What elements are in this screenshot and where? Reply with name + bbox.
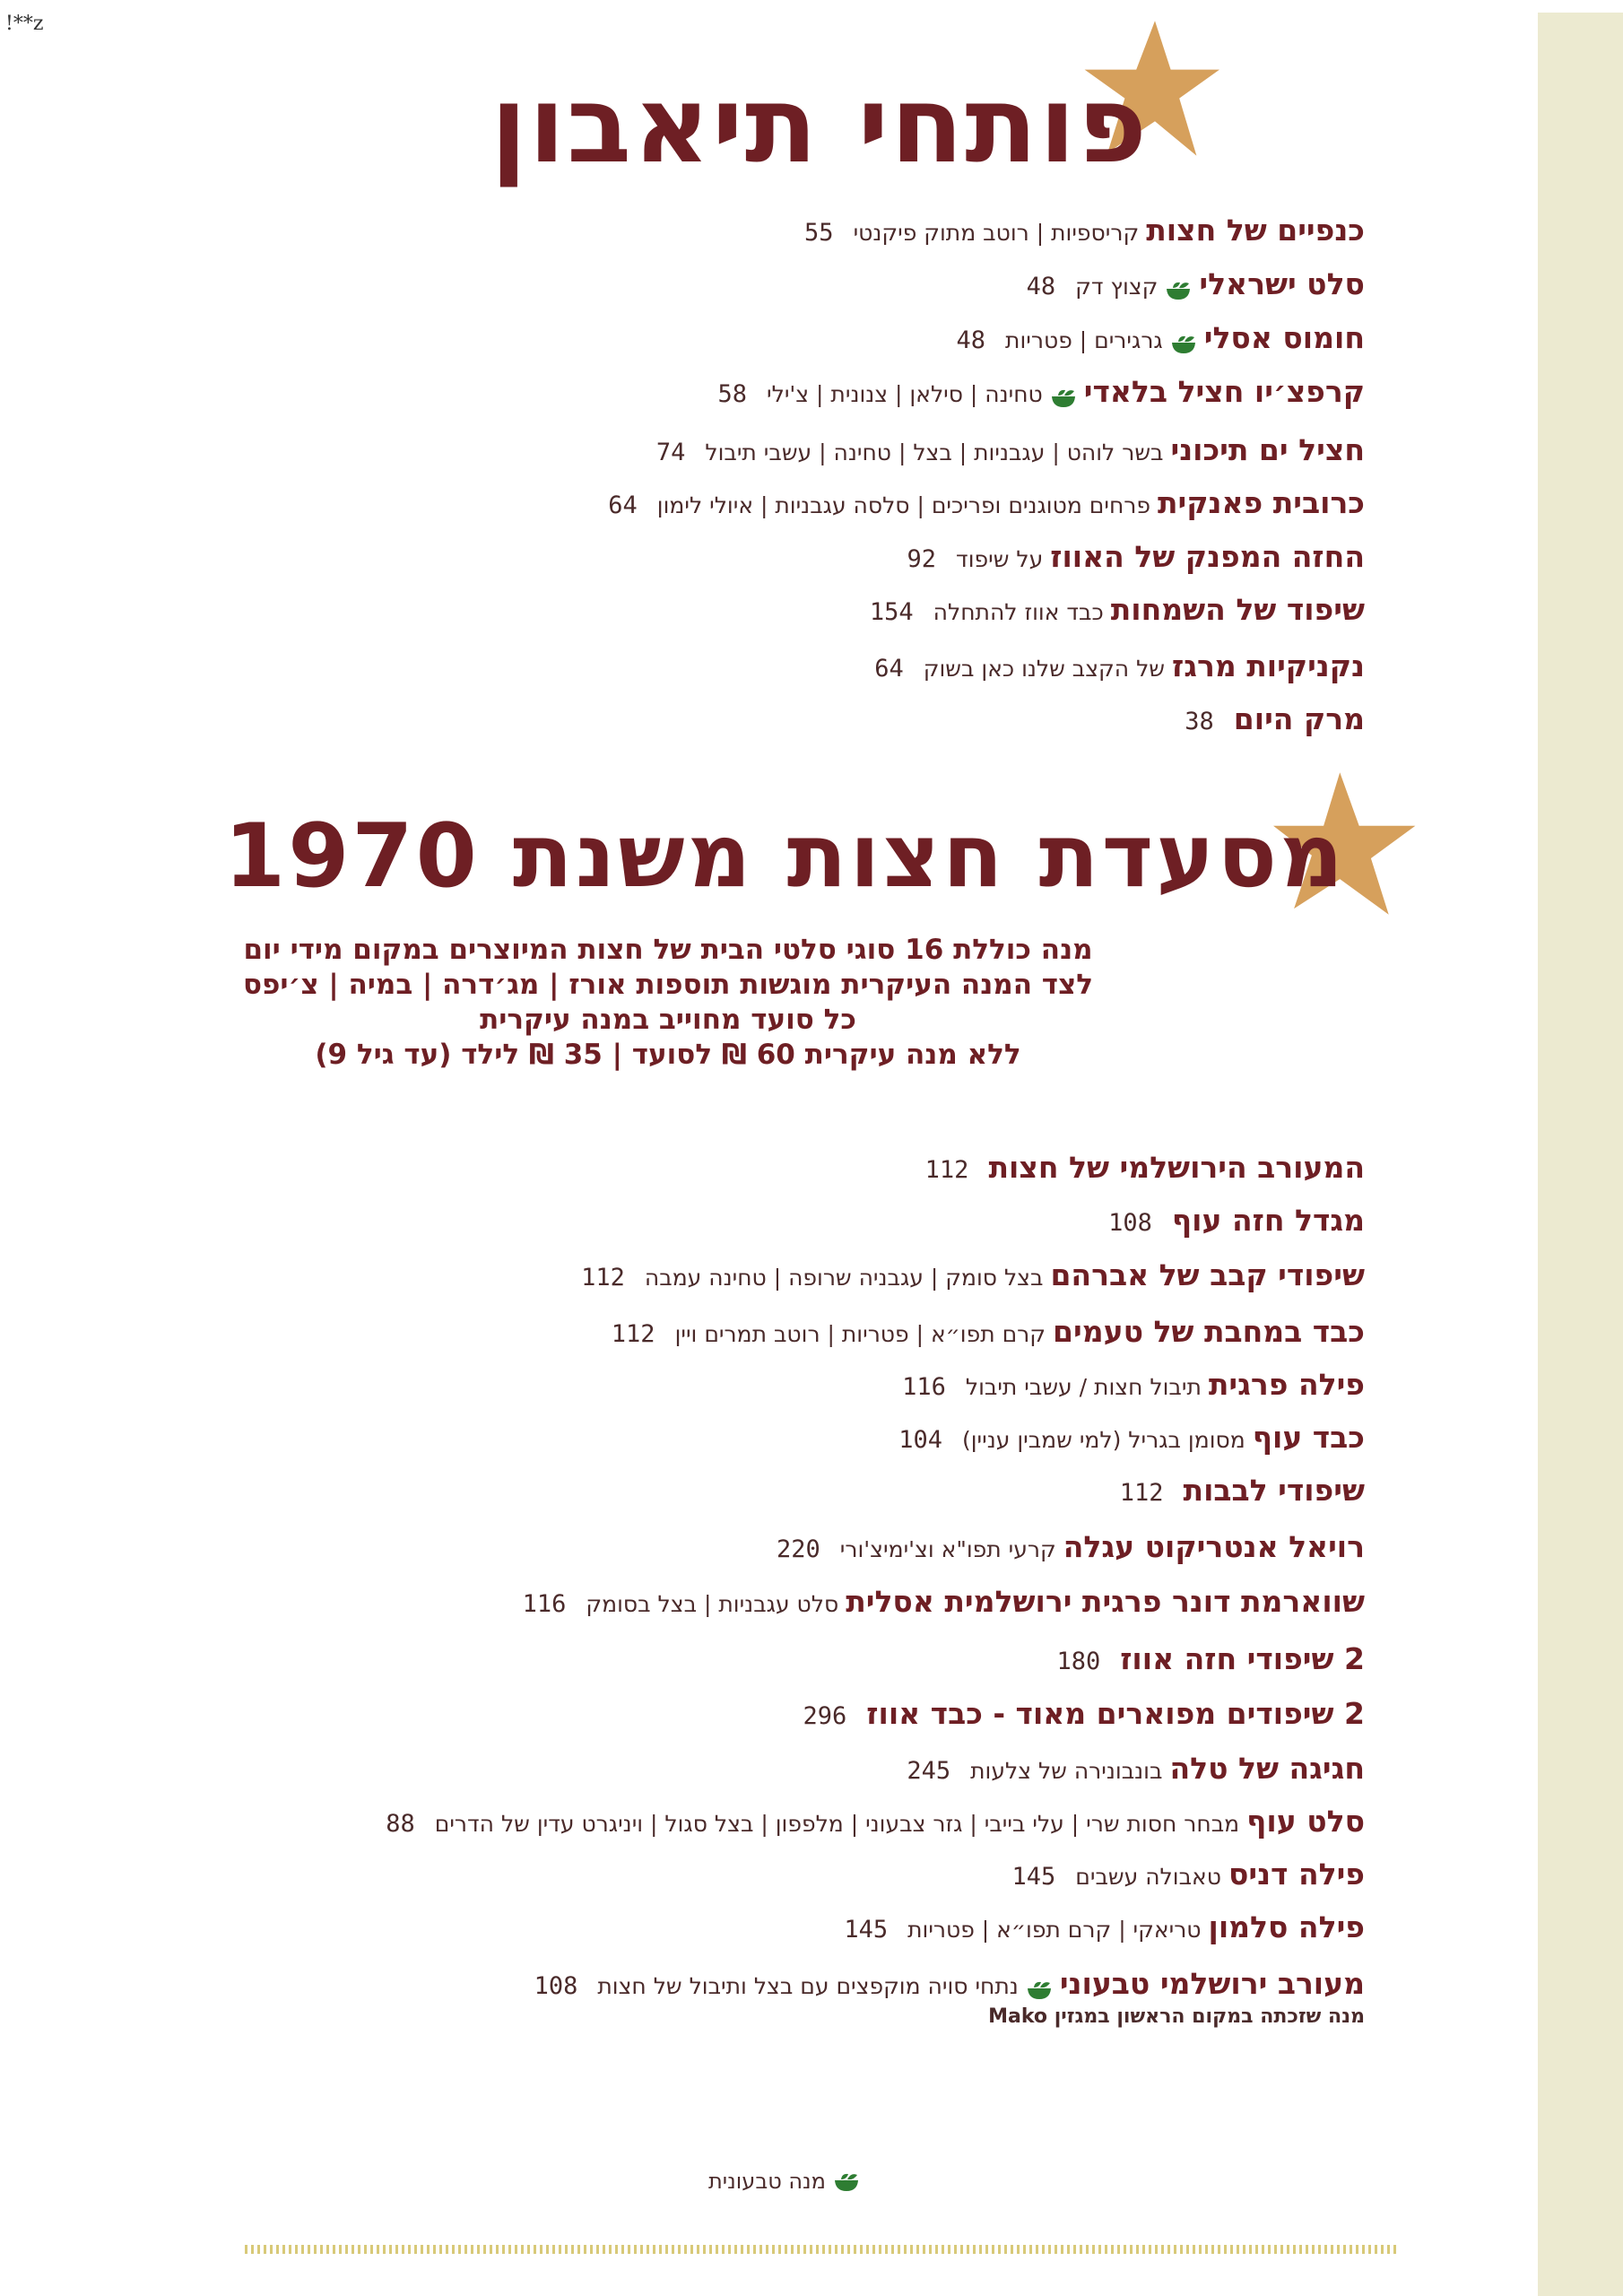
menu-item-description: סלט עגבניות | בצל בסומק [586, 1591, 839, 1617]
menu-item-price: 154 [869, 598, 914, 626]
menu-item [898, 1420, 1365, 1455]
intro-line: כל סועד מחוייב במנה עיקרית [480, 1004, 856, 1036]
menu-item-price: 48 [956, 326, 986, 354]
vegan-bowl-icon [1170, 335, 1197, 354]
menu-item-name: רויאל אנטריקוט עגלה [1063, 1529, 1365, 1564]
menu-item-description: קרעי תפו"א וצ'ימיצ'ורי [839, 1536, 1056, 1562]
menu-item [1108, 1203, 1365, 1238]
menu-item [925, 1150, 1365, 1185]
menu-item-price: 116 [902, 1373, 946, 1401]
main-courses-title: מסעדת חצות משנת 1970 [224, 805, 1346, 908]
menu-item-description: קצוץ דק [1075, 274, 1159, 300]
menu-item-price: 112 [924, 1156, 969, 1184]
menu-item-name: חציל ים תיכוני [1170, 432, 1365, 467]
intro-line: ללא מנה עיקרית 60 ₪ לסועד | 35 ₪ לילד (עד גיל 9) [315, 1039, 1021, 1071]
menu-item-name: חגיגה של טלה [1169, 1751, 1365, 1786]
menu-item-price: 116 [522, 1590, 567, 1618]
menu-item-name: פילה סלמון [1208, 1909, 1365, 1944]
menu-item-name: סלט עוף [1246, 1804, 1365, 1839]
main-courses-intro [170, 933, 1166, 1073]
menu-item-price: 64 [608, 491, 638, 519]
vegan-bowl-icon [1026, 1980, 1053, 2000]
menu-item-name: פילה דניס [1228, 1857, 1365, 1892]
menu-item-name: פילה פרגית [1208, 1367, 1365, 1402]
menu-item [1120, 1473, 1365, 1508]
menu-item [1012, 1857, 1366, 1892]
menu-item-price: 112 [1119, 1479, 1164, 1507]
menu-item-description: בונבונירה של צלעות [970, 1758, 1163, 1784]
menu-item-description: מבחר חסות שרי | עלי בייבי | גזר צבעוני | מלפפון | בצל סגול | ויניגרט עדין של הדרים [434, 1811, 1240, 1837]
menu-item-description: טאבולה עשבים [1075, 1864, 1221, 1890]
menu-item [844, 1909, 1365, 1944]
menu-item-name: שיפודי לבבות [1183, 1473, 1365, 1508]
menu-item [777, 1529, 1365, 1564]
menu-item-price: 38 [1185, 708, 1214, 735]
menu-item-price: 58 [717, 380, 748, 408]
menu-item [1056, 1641, 1365, 1676]
menu-item-name: כרובית פאנקית [1158, 485, 1365, 520]
menu-item-description: בצל סומק | עגבניה שרופה | טחינה עמבה [644, 1265, 1044, 1291]
menu-item-price: 104 [898, 1426, 942, 1454]
menu-item-name: 2 שיפודי חזה אווז [1120, 1641, 1365, 1676]
menu-item [907, 1751, 1365, 1786]
menu-item [957, 320, 1365, 355]
menu-item [874, 648, 1365, 683]
menu-item [907, 539, 1365, 574]
menu-item-name: מעורב ירושלמי טבעוני [1059, 1966, 1365, 2001]
menu-item [581, 1257, 1365, 1292]
menu-item [870, 592, 1365, 627]
menu-item-price: 112 [611, 1320, 655, 1348]
menu-item-price: 108 [534, 1972, 578, 2000]
menu-item-price: 48 [1026, 273, 1056, 300]
menu-item-name: כבד במחבת של טעמים [1053, 1314, 1365, 1349]
menu-item-price: 180 [1056, 1648, 1101, 1675]
menu-item [386, 1804, 1365, 1839]
menu-item-price: 108 [1108, 1209, 1152, 1237]
menu-item-description: של הקצב שלנו כאן בשוק [923, 656, 1165, 682]
vegan-bowl-icon [833, 2172, 860, 2192]
vegan-legend-label: מנה טבעונית [708, 2169, 826, 2194]
menu-item-name: קרפצ׳יו חציל בלאדי [1083, 374, 1365, 409]
menu-item-price: 64 [874, 655, 904, 683]
menu-item-description: פרחים מטוגנים ופריכים | סלסה עגבניות | איולי לימון [656, 492, 1150, 518]
menu-item-description: קריספיות | רוטב מתוק פיקנטי [853, 220, 1140, 246]
menu-item [656, 432, 1365, 467]
intro-line: מנה כוללת 16 סוגי סלטי הבית של חצות המיוצרים במקום מידי יום [243, 934, 1093, 966]
award-note: מנה שזכתה במקום הראשון במגזין Mako [988, 2005, 1365, 2028]
menu-item-description: תיבול חצות / עשבי תיבול [965, 1374, 1202, 1400]
menu-item-price: 88 [386, 1810, 415, 1838]
menu-item-description: נתחי סויה מוקפצים עם בצל ותיבול של חצות [597, 1973, 1019, 1999]
menu-item-name: סלט ישראלי [1199, 266, 1365, 301]
side-band [1538, 13, 1623, 2296]
menu-item [718, 374, 1366, 409]
menu-item-name: שיפוד של השמחות [1110, 592, 1365, 627]
menu-item-description: כבד אווז להתחלה [933, 599, 1104, 625]
vegan-bowl-icon [1050, 388, 1077, 408]
menu-item [1027, 266, 1365, 301]
menu-item-name: המעורב הירושלמי של חצות [988, 1150, 1365, 1185]
menu-item-price: 74 [655, 439, 686, 466]
corner-mark: !**z [5, 13, 44, 35]
menu-item [534, 1966, 1365, 2001]
appetizers-title: פותחי תיאבון [490, 63, 1149, 187]
menu-item-description: טריאקי | קרם תפו״א | פטריות [907, 1917, 1202, 1943]
vegan-legend [708, 2169, 867, 2194]
menu-item [1185, 701, 1365, 736]
menu-item [612, 1314, 1365, 1349]
intro-line: לצד המנה העיקרית מוגשות תוספות אורז | מג׳דרה | במיה | צ׳יפס [242, 969, 1094, 1001]
menu-item-description: קרם תפו״א | פטריות | רוטב תמרים ויין [674, 1321, 1046, 1347]
menu-item [803, 1696, 1366, 1731]
menu-item-price: 245 [907, 1757, 951, 1785]
menu-item-price: 55 [804, 219, 834, 247]
menu-item [523, 1584, 1365, 1619]
menu-item-description: טחינה | סילאן | צנונית | צ'ילי [767, 381, 1043, 407]
menu-item-name: כנפיים של חצות [1146, 213, 1365, 248]
menu-item-price: 220 [777, 1535, 820, 1563]
menu-item-name: נקניקיות מרגז [1172, 648, 1365, 683]
menu-item-price: 145 [1011, 1863, 1056, 1891]
menu-item-price: 145 [844, 1916, 889, 1944]
menu-item-description: גרגירים | פטריות [1005, 327, 1163, 353]
menu-item [608, 485, 1365, 520]
menu-item-name: החזה המפנק של האווז [1050, 539, 1365, 574]
menu-item-name: מגדל חזה עוף [1171, 1203, 1365, 1238]
menu-item [902, 1367, 1365, 1402]
vegan-bowl-icon [1165, 281, 1192, 300]
menu-item-name: כבד עוף [1252, 1420, 1365, 1455]
menu-item-name: 2 שיפודים מפוארים מאוד - כבד אווז [866, 1696, 1365, 1731]
menu-item-description: על שיפוד [956, 546, 1044, 572]
menu-item [804, 213, 1365, 248]
dotted-divider [245, 2245, 1398, 2254]
menu-item-name: חומוס אסלי [1203, 320, 1365, 355]
menu-item-price: 112 [581, 1264, 625, 1292]
menu-item-name: שווארמת דונר פרגית ירושלמית אסלית [846, 1584, 1365, 1619]
menu-item-name: מרק היום [1233, 701, 1365, 736]
menu-item-price: 296 [803, 1702, 847, 1730]
menu-item-description: מסומן בגריל (למי שמבין עניין) [961, 1427, 1245, 1453]
menu-item-description: בשר לוהט | עגבניות | בצל | טחינה | עשבי תיבול [705, 439, 1164, 465]
menu-item-name: שיפודי קבב של אברהם [1050, 1257, 1365, 1292]
menu-item-price: 92 [907, 545, 937, 573]
